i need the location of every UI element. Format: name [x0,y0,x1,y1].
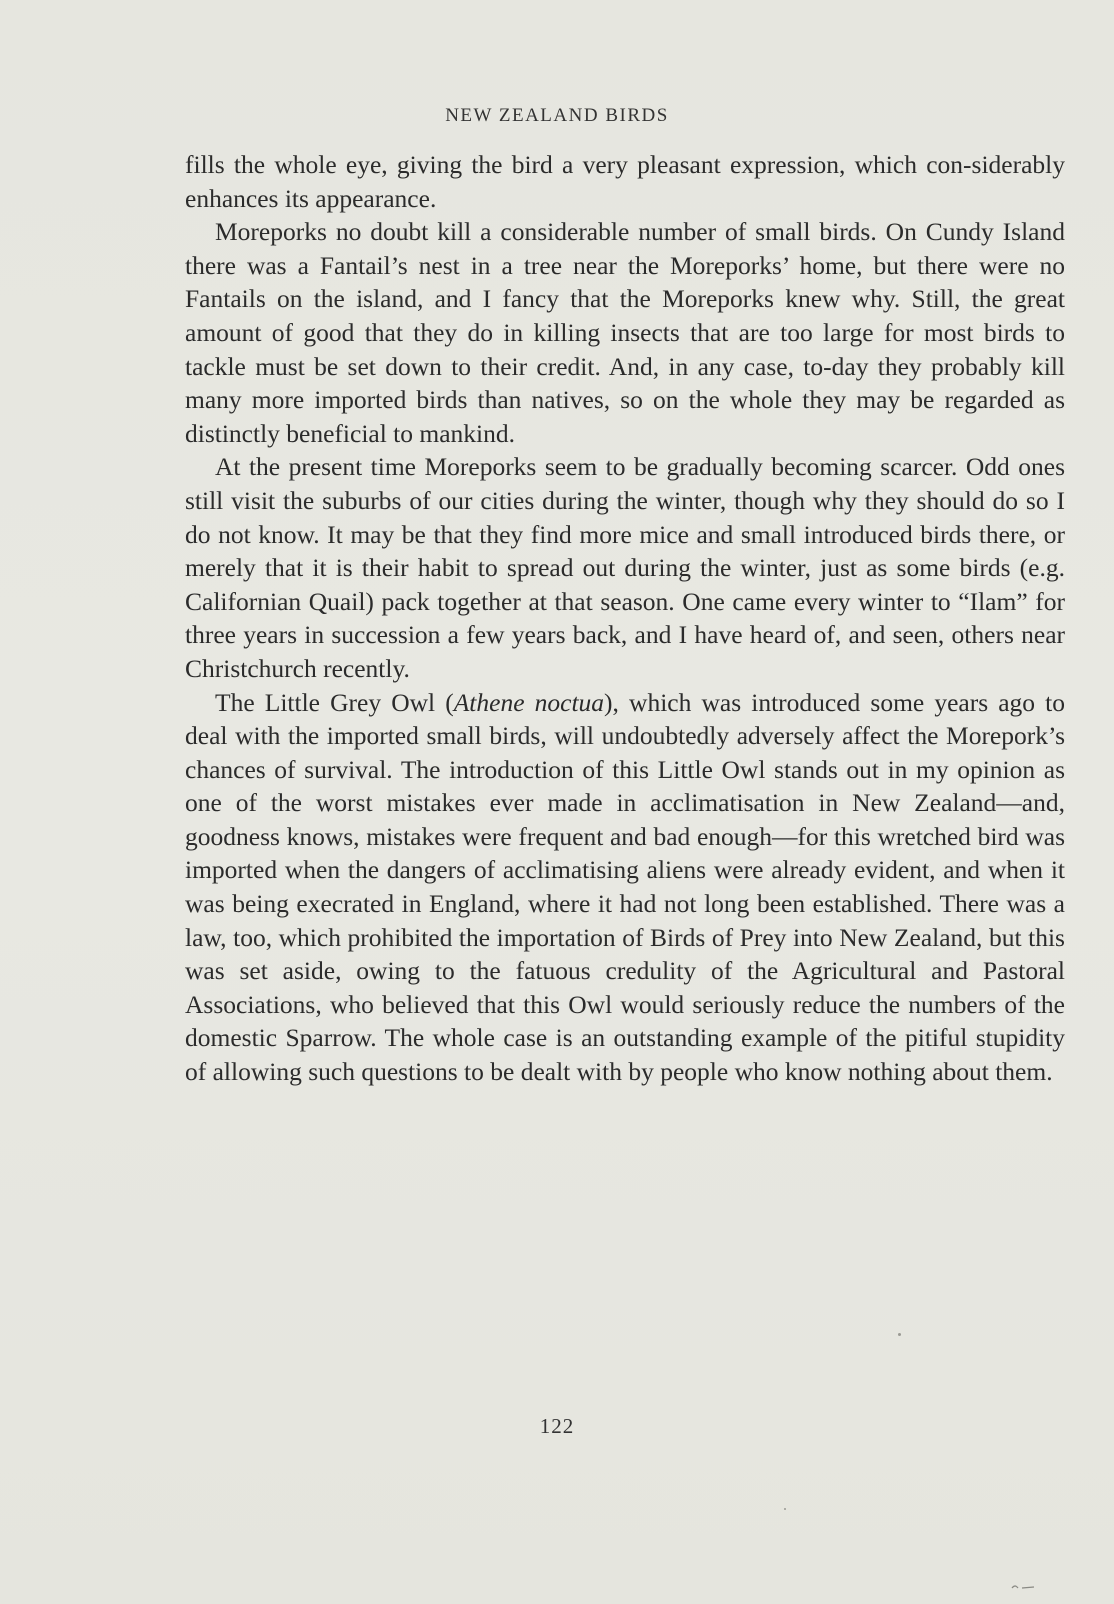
paragraph [185,148,1065,215]
paragraph [185,215,1065,450]
body-text [185,148,1065,1089]
paragraph-text: fills the whole eye, giving the bird a very pleasant expression, which con-siderably enhances its appearance. [185,150,1065,213]
paragraph-text: At the present time Moreporks seem to be gradually becoming scarcer. Odd ones still visit the suburbs of our cities during the winter, though why they should do so I do not know. It may be that they find more mice and small introduced birds there, or merely that it is their habit to spread out during the winter, just as some birds (e.g. Californian Quail) pack together at that season. One came every winter to “Ilam” for three years in succession a few years back, and I have heard of, and seen, others near Christchurch recently. [185,452,1065,683]
paragraph [185,450,1065,685]
running-head: NEW ZEALAND BIRDS [445,105,669,126]
paragraph-text: The Little Grey Owl ( [215,687,454,717]
scan-mark-icon [1010,1582,1036,1592]
species-name-italic: Athene noctua [453,687,605,717]
paragraph-text: Moreporks no doubt kill a considerable number of small birds. On Cundy Island there was a Fantail’s nest in a tree near the Moreporks’ home, but there were no Fantails on the island, and I fancy that the Moreporks knew why. Still, the great amount of good that they do in killing insects that are too large for most birds to tackle must be set down to their credit. And, in any case, to-day they probably kill many more imported birds than natives, so on the whole they may be regarded as distinctly beneficial to mankind. [185,217,1065,448]
paper-speck [898,1333,901,1336]
paragraph-text: ), which was introduced some years ago to deal with the imported small birds, will undoubtedly adversely affect the Morepork’s chances of survival. The introduction of this Little Owl stands out in my opinion as one of the worst mistakes ever made in acclimatisation in New Zealand—and, goodness knows, mistakes were frequent and bad enough—for this wretched bird was imported when the dangers of acclimatising aliens were already evident, and when it was being execrated in England, where it had not long been established. There was a law, too, which prohibited the importation of Birds of Prey into New Zealand, but this was set aside, owing to the fatuous credulity of the Agricultural and Pastoral Associations, who believed that this Owl would seriously reduce the numbers of the domestic Sparrow. The whole case is an outstanding example of the pitiful stupidity of allowing such questions to be dealt with by people who know nothing about them. [185,687,1066,1087]
paragraph [185,686,1065,1089]
paper-speck [784,1508,786,1510]
page-number: 122 [539,1414,575,1438]
